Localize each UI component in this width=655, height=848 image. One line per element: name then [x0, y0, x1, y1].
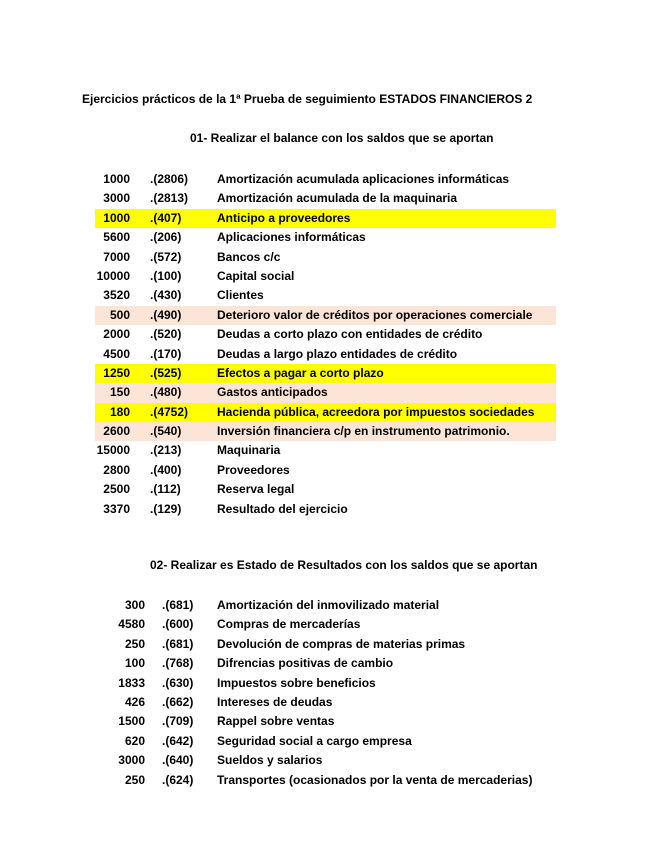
list-item — [0, 286, 556, 305]
account-description: Hacienda pública, acreedora por impuestos sociedades — [217, 404, 535, 419]
amount: 300 — [124, 598, 145, 612]
list-item — [0, 189, 556, 208]
account-description: Efectos a pagar a corto plazo — [217, 365, 384, 380]
list-item — [0, 751, 556, 770]
account-code: .(490) — [150, 307, 182, 322]
account-code: .(540) — [150, 424, 182, 439]
list-item — [95, 403, 556, 422]
account-description: Amortización acumulada de la maquinaria — [217, 191, 458, 206]
account-description: Intereses de deudas — [217, 694, 333, 709]
account-code: .(480) — [150, 385, 182, 400]
account-code: .(681) — [162, 636, 194, 651]
list-item — [0, 596, 556, 615]
account-code: .(407) — [150, 210, 182, 225]
list-item — [0, 345, 556, 364]
account-description: Capital social — [217, 268, 295, 283]
account-code: .(4752) — [150, 404, 189, 419]
amount: 1000 — [103, 210, 130, 225]
account-code: .(640) — [162, 753, 194, 768]
account-description: Amortización del inmovilizado material — [217, 598, 440, 612]
amount: 250 — [124, 636, 145, 651]
list-item — [0, 712, 556, 731]
list-item — [0, 480, 556, 499]
list-item — [0, 170, 556, 189]
amount: 1500 — [118, 714, 145, 729]
account-code: .(112) — [150, 482, 181, 497]
account-code: .(520) — [150, 327, 182, 342]
account-description: Resultado del ejercicio — [217, 501, 348, 516]
list-item — [0, 771, 556, 790]
section1-heading: 01- Realizar el balance con los saldos que se aportan — [190, 131, 494, 145]
account-description: Seguridad social a cargo empresa — [217, 733, 412, 748]
account-description: Deudas a largo plazo entidades de crédito — [217, 346, 458, 361]
account-description: Rappel sobre ventas — [217, 714, 335, 729]
account-code: .(430) — [150, 288, 182, 303]
amount: 2000 — [103, 327, 130, 342]
list-item — [0, 635, 556, 654]
list-item — [0, 615, 556, 634]
account-description: Transportes (ocasionados por la venta de mercaderias) — [217, 772, 533, 787]
amount: 10000 — [96, 268, 130, 283]
list-item — [0, 267, 556, 286]
account-code: .(2813) — [150, 191, 189, 206]
list-item — [0, 674, 556, 693]
amount: 250 — [124, 772, 145, 787]
section2-heading: 02- Realizar es Estado de Resultados con los saldos que se aportan — [150, 558, 538, 572]
list-item — [95, 306, 556, 325]
account-description: Maquinaria — [217, 443, 281, 458]
account-description: Impuestos sobre beneficios — [217, 675, 376, 690]
amount: 7000 — [103, 249, 130, 264]
list-item — [0, 500, 556, 519]
document-title: Ejercicios prácticos de la 1ª Prueba de seguimiento ESTADOS FINANCIEROS 2 — [82, 92, 533, 106]
account-description: Aplicaciones informáticas — [217, 230, 366, 245]
amount: 3370 — [103, 501, 130, 516]
balance-list — [0, 170, 556, 519]
account-code: .(600) — [162, 617, 194, 632]
account-code: .(630) — [162, 675, 194, 690]
amount: 15000 — [96, 443, 130, 458]
account-code: .(400) — [150, 462, 182, 477]
amount: 3520 — [103, 288, 130, 303]
account-code: .(129) — [150, 501, 182, 516]
account-description: Reserva legal — [217, 482, 295, 497]
list-item — [0, 461, 556, 480]
account-code: .(572) — [150, 249, 182, 264]
amount: 4580 — [118, 617, 145, 632]
amount: 2500 — [103, 482, 130, 497]
account-description: Sueldos y salarios — [217, 753, 323, 768]
list-item — [0, 693, 556, 712]
account-description: Deudas a corto plazo con entidades de crédito — [217, 327, 483, 342]
account-code: .(2806) — [150, 172, 189, 186]
list-item — [95, 364, 556, 383]
account-description: Inversión financiera c/p en instrumento patrimonio. — [217, 424, 510, 439]
account-description: Deterioro valor de créditos por operaciones comerciale — [217, 307, 533, 322]
amount: 5600 — [103, 230, 130, 245]
amount: 2600 — [103, 424, 130, 439]
list-item — [0, 441, 556, 460]
account-description: Devolución de compras de materias primas — [217, 636, 466, 651]
list-item — [95, 383, 556, 402]
account-code: .(624) — [162, 772, 194, 787]
account-code: .(170) — [150, 346, 182, 361]
amount: 426 — [124, 694, 145, 709]
account-code: .(525) — [150, 365, 182, 380]
account-code: .(681) — [162, 598, 194, 612]
list-item — [0, 654, 556, 673]
account-code: .(213) — [150, 443, 182, 458]
amount: 4500 — [103, 346, 130, 361]
account-description: Compras de mercaderías — [217, 617, 361, 632]
amount: 3000 — [118, 753, 145, 768]
account-description: Clientes — [217, 288, 264, 303]
list-item — [0, 248, 556, 267]
list-item — [95, 209, 556, 228]
account-description: Anticipo a proveedores — [217, 210, 351, 225]
amount: 2800 — [103, 462, 130, 477]
account-code: .(642) — [162, 733, 194, 748]
account-description: Amortización acumulada aplicaciones informáticas — [217, 172, 510, 186]
amount: 500 — [109, 307, 130, 322]
results-list — [0, 596, 556, 790]
list-item — [0, 228, 556, 247]
account-description: Proveedores — [217, 462, 290, 477]
account-code: .(100) — [150, 268, 182, 283]
amount: 180 — [109, 404, 130, 419]
account-code: .(662) — [162, 694, 194, 709]
account-code: .(709) — [162, 714, 194, 729]
account-description: Bancos c/c — [217, 249, 281, 264]
amount: 620 — [124, 733, 145, 748]
amount: 1250 — [103, 365, 130, 380]
amount: 150 — [109, 385, 130, 400]
account-code: .(206) — [150, 230, 182, 245]
amount: 1833 — [118, 675, 145, 690]
list-item — [95, 422, 556, 441]
account-description: Gastos anticipados — [217, 385, 328, 400]
amount: 3000 — [103, 191, 130, 206]
account-code: .(768) — [162, 656, 194, 671]
account-description: Difrencias positivas de cambio — [217, 656, 394, 671]
list-item — [0, 325, 556, 344]
amount: 100 — [124, 656, 145, 671]
list-item — [0, 732, 556, 751]
amount: 1000 — [103, 172, 130, 186]
